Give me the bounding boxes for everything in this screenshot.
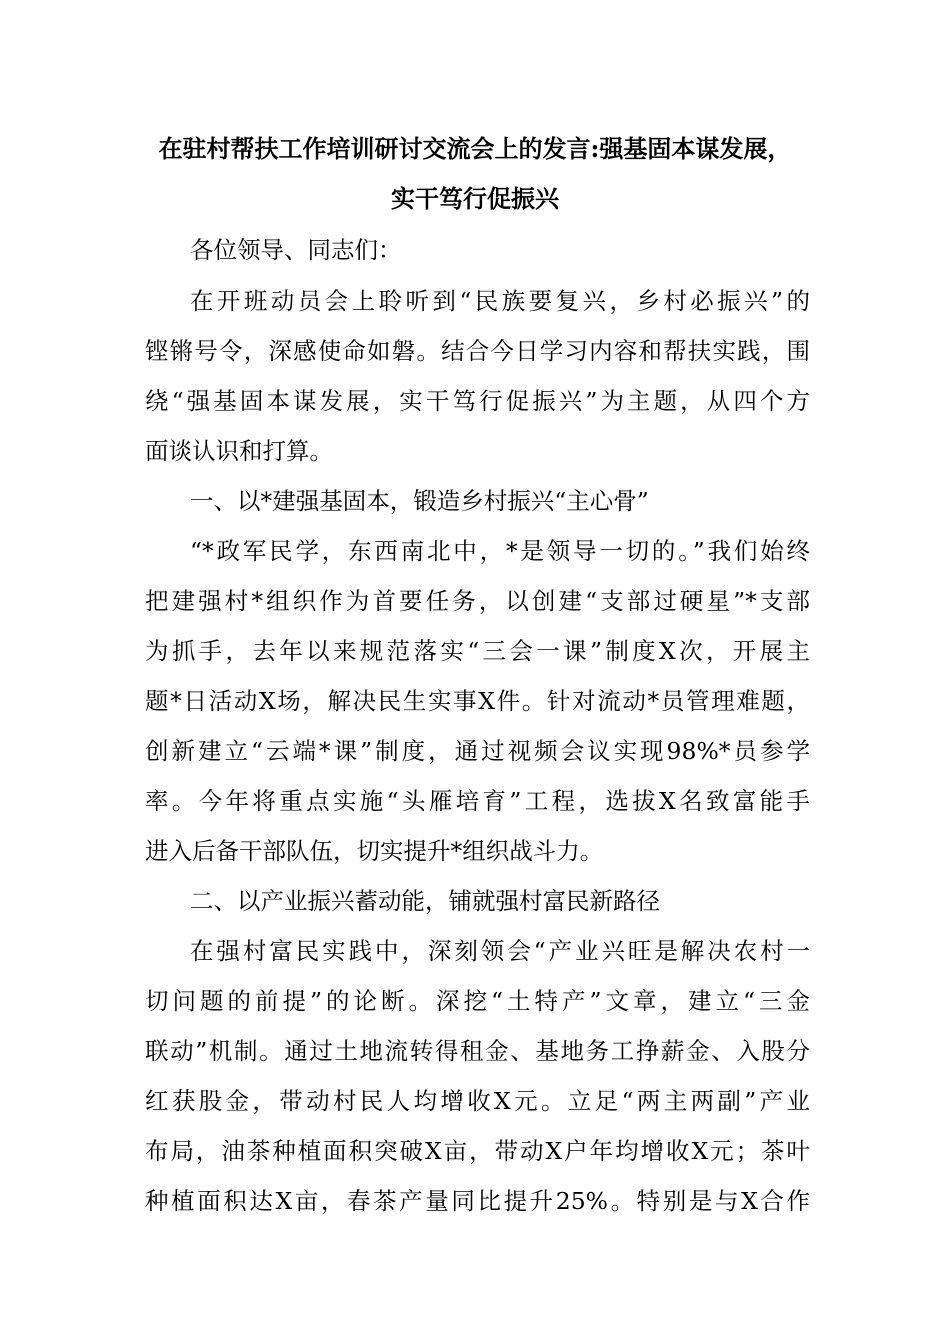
section-2-line: 红获股金，带动村民人均增收X元。立足“两主两副”产业 [145,1087,810,1115]
section-2-heading: 二、以产业振兴蓄动能，铺就强村富民新路径 [190,887,660,915]
intro-line: 在开班动员会上聆听到“民族要复兴，乡村必振兴”的 [190,287,810,315]
section-1-line: 创新建立“云端*课”制度，通过视频会议实现98%*员参学 [145,737,810,765]
intro-line: 铿锵号令，深感使命如磐。结合今日学习内容和帮扶实践，围 [145,337,810,365]
document-title-line-2: 实干笃行促振兴 [391,184,559,213]
section-1-line: 题*日活动X场，解决民生实事X件。针对流动*员管理难题， [145,687,810,715]
section-1-line: “*政军民学，东西南北中，*是领导一切的。”我们始终 [190,537,810,565]
section-2-line: 在强村富民实践中，深刻领会“产业兴旺是解决农村一 [190,937,810,965]
intro-line: 面谈认识和打算。 [145,437,333,465]
section-1-line: 率。今年将重点实施“头雁培育”工程，选拔X名致富能手 [145,787,810,815]
section-1-line: 进入后备干部队伍，切实提升*组织战斗力。 [145,837,604,865]
section-2-line: 布局，油茶种植面积突破X亩，带动X户年均增收X元；茶叶 [145,1137,810,1165]
salutation: 各位领导、同志们： [190,236,402,264]
document-title-line-1: 在驻村帮扶工作培训研讨交流会上的发言:强基固本谋发展， [158,134,792,163]
section-2-line: 种植面积达X亩，春茶产量同比提升25%。特别是与X合作 [145,1187,810,1215]
section-1-heading: 一、以*建强基固本，锻造乡村振兴“主心骨” [190,487,649,515]
section-1-line: 为抓手，去年以来规范落实“三会一课”制度X次，开展主 [145,637,810,665]
intro-line: 绕“强基固本谋发展，实干笃行促振兴”为主题，从四个方 [145,387,810,415]
section-2-line: 联动”机制。通过土地流转得租金、基地务工挣薪金、入股分 [145,1037,810,1065]
section-2-line: 切问题的前提”的论断。深挖“土特产”文章，建立“三金 [145,987,810,1015]
section-1-line: 把建强村*组织作为首要任务，以创建“支部过硬星”*支部 [145,587,810,615]
